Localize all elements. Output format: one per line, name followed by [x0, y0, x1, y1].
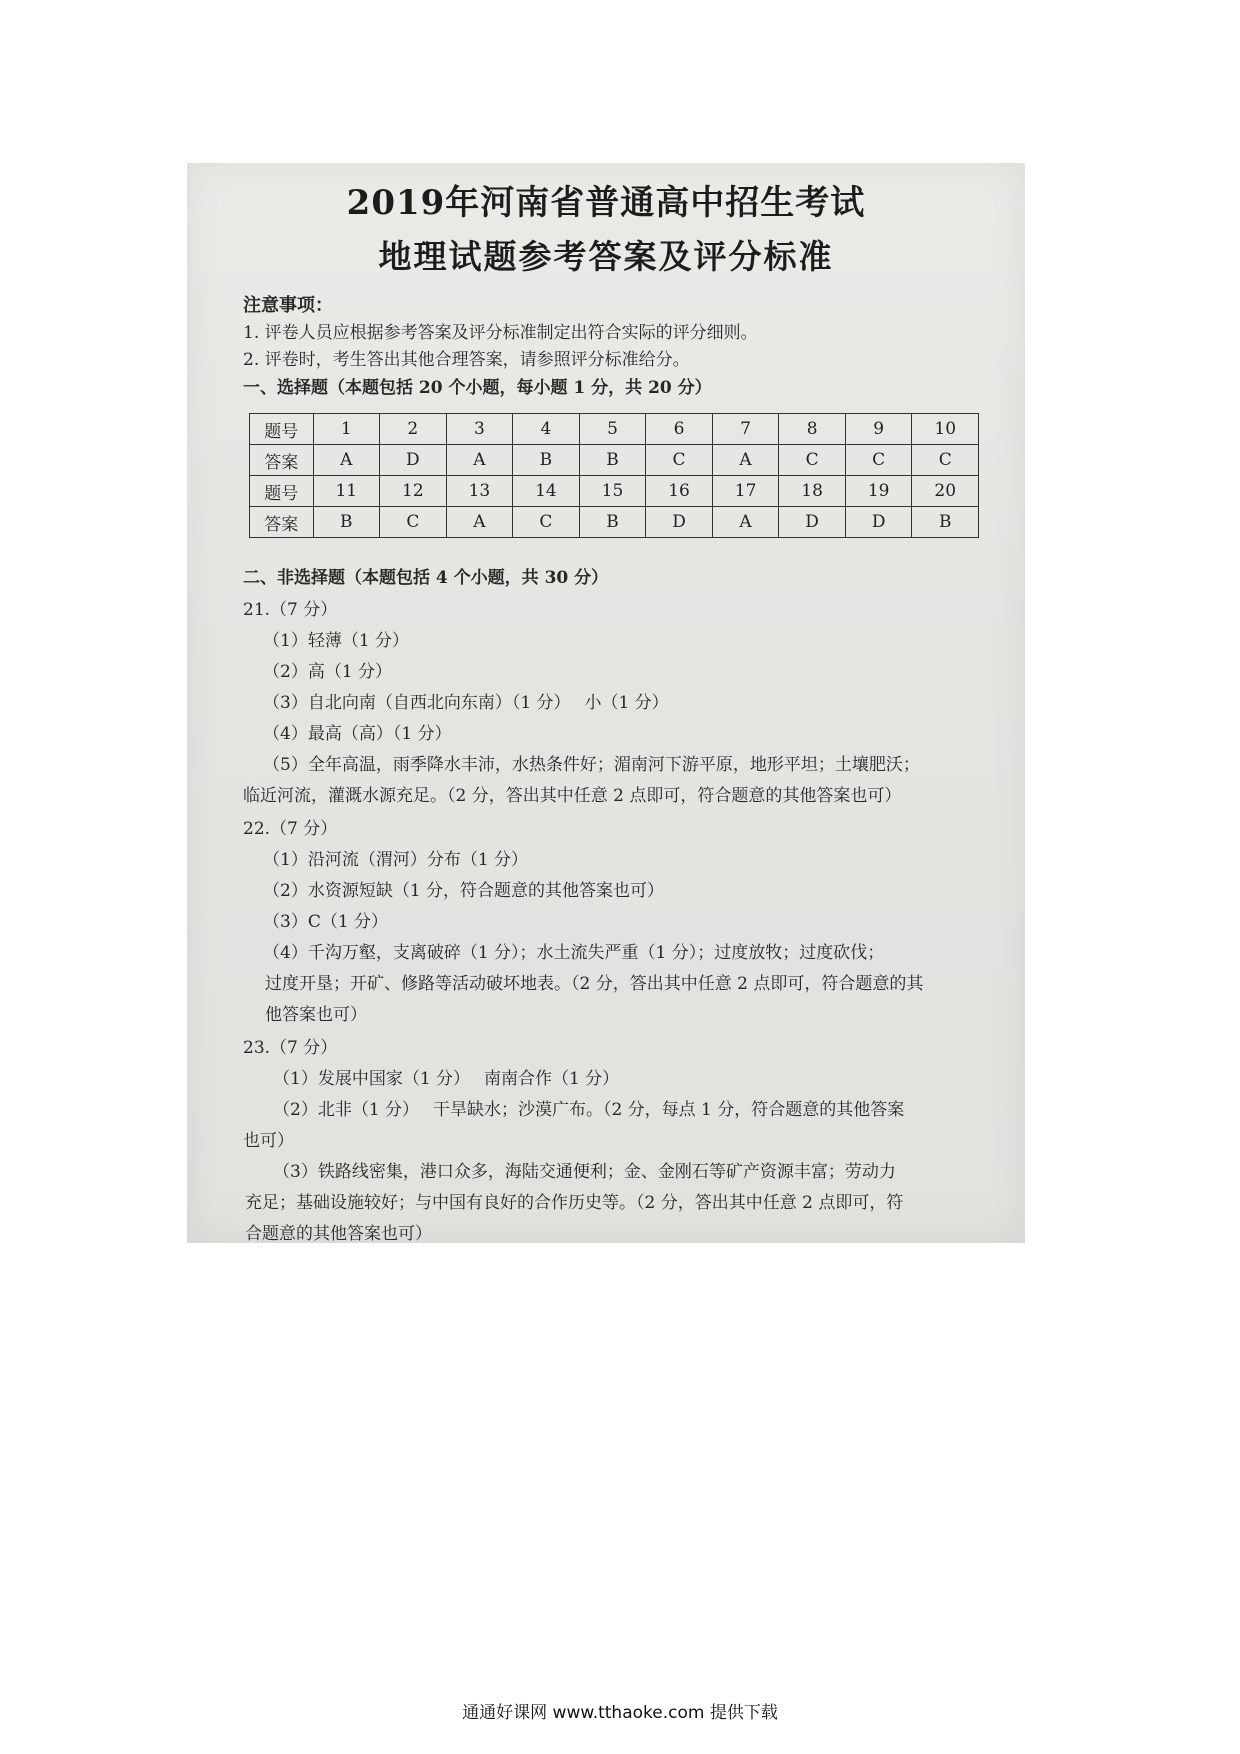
- table-cell: 3: [446, 414, 513, 445]
- q22-heading: 22.（7 分）: [243, 819, 338, 839]
- table-cell: 5: [579, 414, 646, 445]
- table-cell: C: [912, 445, 979, 476]
- table-row-numbers-2: [250, 476, 979, 507]
- document-title: 2019年河南省普通高中招生考试: [346, 183, 866, 223]
- table-cell: D: [380, 445, 447, 476]
- table-cell: 18: [779, 476, 846, 507]
- q23-answer-1: （1）发展中国家（1 分） 南南合作（1 分）: [273, 1069, 620, 1089]
- table-cell: 17: [712, 476, 779, 507]
- table-cell: 2: [380, 414, 447, 445]
- q22-answer-1: （1）沿河流（渭河）分布（1 分）: [263, 850, 529, 870]
- table-cell: 13: [446, 476, 513, 507]
- q23-answer-3-line2: 充足；基础设施较好；与中国有良好的合作历史等。（2 分，答出其中任意 2 点即可，符: [245, 1193, 904, 1213]
- q21-answer-5-line1: （5）全年高温，雨季降水丰沛，水热条件好；湄南河下游平原，地形平坦；土壤肥沃；: [263, 755, 920, 775]
- table-cell-label: 答案: [250, 445, 314, 476]
- table-cell: D: [845, 507, 912, 538]
- q22-answer-2: （2）水资源短缺（1 分，符合题意的其他答案也可）: [263, 881, 665, 901]
- table-cell: 14: [513, 476, 580, 507]
- table-cell: A: [446, 507, 513, 538]
- notice-item-2: 2. 评卷时，考生答出其他合理答案，请参照评分标准给分。: [243, 350, 690, 370]
- table-cell: 19: [845, 476, 912, 507]
- q22-answer-4-line2: 过度开垦；开矿、修路等活动破坏地表。（2 分，答出其中任意 2 点即可，符合题意的其: [265, 974, 924, 994]
- table-cell: 6: [646, 414, 713, 445]
- table-cell: 1: [313, 414, 380, 445]
- q23-answer-2-line1: （2）北非（1 分） 干旱缺水；沙漠广布。（2 分，每点 1 分，符合题意的其他答案: [273, 1100, 905, 1120]
- q23-answer-3-line1: （3）铁路线密集，港口众多，海陆交通便利；金、金刚石等矿产资源丰富；劳动力: [273, 1162, 896, 1182]
- table-cell: D: [646, 507, 713, 538]
- q22-answer-3: （3）C（1 分）: [263, 912, 389, 932]
- table-cell: B: [579, 445, 646, 476]
- q23-answer-2-line2: 也可）: [243, 1131, 294, 1151]
- table-cell: 16: [646, 476, 713, 507]
- table-cell: A: [712, 445, 779, 476]
- section-2-heading: 二、非选择题（本题包括 4 个小题，共 30 分）: [243, 568, 609, 588]
- page-footer: 通通好课网 www.tthaoke.com 提供下载: [462, 1703, 778, 1723]
- table-row-answers-2: [250, 507, 979, 538]
- notice-heading: 注意事项：: [243, 295, 333, 316]
- answer-table: [249, 413, 979, 538]
- q21-answer-1: （1）轻薄（1 分）: [263, 631, 410, 651]
- table-cell: 10: [912, 414, 979, 445]
- table-cell-label: 题号: [250, 476, 314, 507]
- section-1-heading: 一、选择题（本题包括 20 个小题，每小题 1 分，共 20 分）: [243, 378, 712, 398]
- q23-heading: 23.（7 分）: [243, 1038, 338, 1058]
- q21-answer-4: （4）最高（高）（1 分）: [263, 724, 452, 744]
- table-row-answers-1: [250, 445, 979, 476]
- q21-heading: 21.（7 分）: [243, 600, 338, 620]
- table-cell: C: [779, 445, 846, 476]
- table-cell: 11: [313, 476, 380, 507]
- table-cell: D: [779, 507, 846, 538]
- table-cell: 7: [712, 414, 779, 445]
- table-cell: 9: [845, 414, 912, 445]
- table-cell-label: 答案: [250, 507, 314, 538]
- q21-answer-2: （2）高（1 分）: [263, 662, 393, 682]
- q23-answer-3-line3: 合题意的其他答案也可）: [245, 1224, 432, 1244]
- table-cell: B: [912, 507, 979, 538]
- table-cell: C: [380, 507, 447, 538]
- table-cell: C: [513, 507, 580, 538]
- table-cell: B: [313, 507, 380, 538]
- q22-answer-4-line3: 他答案也可）: [265, 1005, 367, 1025]
- table-cell: 8: [779, 414, 846, 445]
- table-cell: B: [513, 445, 580, 476]
- table-cell: A: [446, 445, 513, 476]
- table-cell: B: [579, 507, 646, 538]
- table-cell: A: [712, 507, 779, 538]
- document-subtitle: 地理试题参考答案及评分标准: [378, 237, 834, 276]
- scanned-answer-sheet: [187, 163, 1025, 1243]
- notice-item-1: 1. 评卷人员应根据参考答案及评分标准制定出符合实际的评分细则。: [243, 323, 758, 343]
- table-cell: 15: [579, 476, 646, 507]
- table-cell: C: [646, 445, 713, 476]
- table-cell: A: [313, 445, 380, 476]
- q21-answer-5-line2: 临近河流，灌溉水源充足。（2 分，答出其中任意 2 点即可，符合题意的其他答案也可）: [243, 786, 902, 806]
- q22-answer-4-line1: （4）千沟万壑，支离破碎（1 分）；水土流失严重（1 分）；过度放牧；过度砍伐；: [263, 943, 885, 963]
- table-cell: C: [845, 445, 912, 476]
- table-cell: 20: [912, 476, 979, 507]
- table-cell: 12: [380, 476, 447, 507]
- table-cell: 4: [513, 414, 580, 445]
- table-cell-label: 题号: [250, 414, 314, 445]
- table-row-numbers-1: [250, 414, 979, 445]
- q21-answer-3: （3）自北向南（自西北向东南）（1 分） 小（1 分）: [263, 693, 669, 713]
